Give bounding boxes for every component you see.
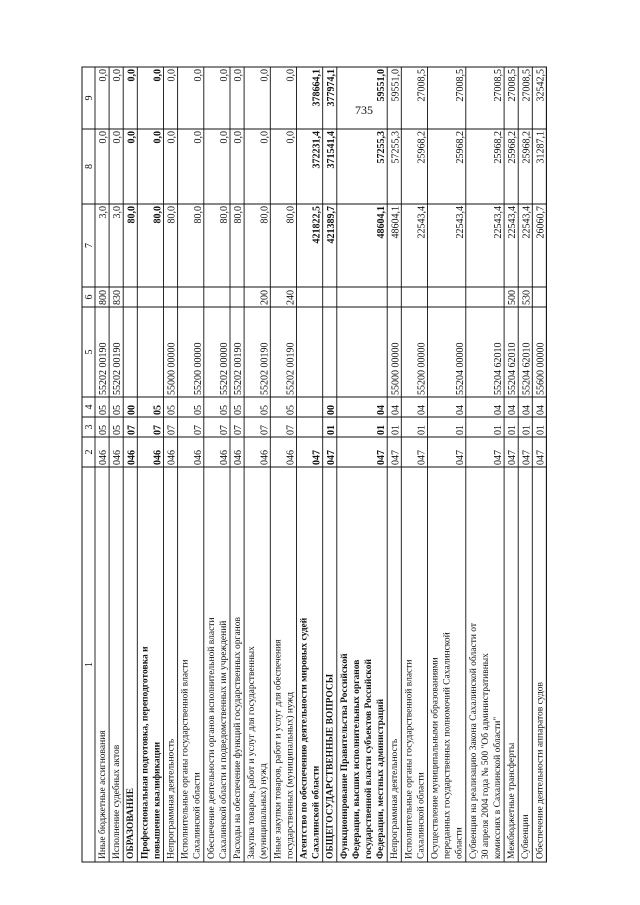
row-label: государственной власти субъектов Российской (364, 658, 374, 859)
table-row (299, 69, 323, 859)
cell-col-2: 046 (98, 450, 110, 465)
cell-col-7: 22543,4 (507, 206, 519, 239)
cell-col-2: 047 (311, 450, 323, 465)
row-label: Осуществление муниципальными образованиями (430, 657, 441, 859)
cell-col-9: 27008,5 (521, 69, 533, 102)
cell-col-2: 047 (416, 450, 428, 465)
cell-col-2: 047 (376, 450, 388, 465)
row-label: Межбюджетные трансферты (507, 742, 518, 859)
table-row (326, 69, 337, 859)
cell-col-8: 0,0 (98, 131, 110, 144)
cell-col-9: 0,0 (219, 69, 230, 82)
cell-col-3: 07 (166, 425, 178, 435)
row-label: Сахалинской области (311, 765, 322, 859)
row-label: повышение квалификации (152, 741, 163, 859)
table-body (82, 67, 546, 862)
cell-col-8: 0,0 (192, 131, 204, 144)
cell-col-9: 0,0 (166, 69, 178, 82)
row-label: переданных государственных полномочий Сахалинской (442, 632, 453, 859)
cell-col-3: 01 (416, 425, 428, 435)
row-label: Федерации, высших исполнительных органов (351, 659, 362, 859)
cell-col-2: 047 (325, 450, 337, 465)
cell-col-9: 378664,1 (311, 69, 323, 107)
cell-col-5: 55204 00000 (454, 342, 466, 395)
column-header-3: 3 (84, 424, 95, 430)
row-label: (муниципальных) нужд (259, 763, 270, 859)
cell-col-2: 046 (112, 450, 124, 465)
page-number: 735 (355, 103, 373, 117)
table-row (97, 69, 109, 859)
row-label: Сахалинской области (192, 772, 203, 859)
cell-col-3: 05 (112, 425, 124, 435)
cell-col-9: 27008,5 (507, 69, 519, 102)
cell-col-4: 05 (233, 405, 245, 415)
cell-col-7: 80,0 (152, 206, 164, 224)
cell-col-3: 01 (493, 425, 505, 435)
cell-col-9: 32542,5 (535, 69, 547, 102)
cell-col-7: 22543,4 (416, 206, 428, 239)
cell-col-4: 04 (493, 405, 505, 415)
row-label: Сахалинской области (416, 772, 427, 859)
cell-col-8: 0,0 (259, 131, 271, 144)
row-label: Агентство по обеспечению деятельности мировых судей (299, 617, 310, 859)
cell-col-5: 55600 00000 (535, 342, 547, 395)
row-label: Обеспечение деятельности органов исполнительной власти (206, 617, 217, 859)
cell-col-3: 01 (390, 425, 402, 435)
cell-col-7: 421822,5 (311, 206, 323, 244)
cell-col-4: 05 (219, 405, 230, 415)
column-header-5: 5 (84, 349, 95, 355)
cell-col-4: 04 (376, 405, 388, 415)
table-row (126, 69, 137, 859)
cell-col-4: 05 (285, 405, 297, 415)
row-label: Исполнительные органы государственной власти (404, 659, 415, 859)
cell-col-6: 800 (98, 290, 110, 305)
cell-col-8: 0,0 (166, 131, 178, 144)
cell-col-8: 0,0 (233, 131, 245, 144)
cell-col-7: 22543,4 (493, 206, 505, 239)
cell-col-3: 01 (521, 425, 533, 435)
cell-col-2: 047 (493, 450, 505, 465)
row-label: Обеспечение деятельности аппаратов судов (535, 682, 546, 859)
cell-col-4: 04 (535, 405, 547, 415)
column-header-1: 1 (84, 662, 95, 667)
cell-col-4: 04 (416, 405, 428, 415)
cell-col-2: 047 (390, 450, 402, 465)
cell-col-7: 22543,4 (454, 206, 466, 239)
cell-col-2: 046 (166, 450, 178, 465)
cell-col-7: 80,0 (166, 206, 178, 224)
table-row (111, 69, 123, 859)
table-row (390, 69, 401, 859)
column-header-6: 6 (84, 294, 95, 300)
cell-col-3: 07 (126, 425, 138, 435)
row-label: Непрограммная деятельность (390, 738, 401, 859)
cell-col-5: 55202 00190 (112, 342, 124, 395)
cell-col-4: 05 (192, 405, 204, 415)
cell-col-7: 22543,4 (521, 206, 533, 239)
row-label: Иные бюджетные ассигнования (98, 730, 108, 859)
row-label: 30 апреля 2004 года № 500 "Об административных (480, 653, 491, 859)
cell-col-2: 046 (219, 450, 230, 465)
column-header-8: 8 (84, 164, 95, 169)
cell-col-8: 31287,1 (535, 131, 547, 164)
cell-col-8: 0,0 (285, 131, 297, 144)
cell-col-8: 0,0 (126, 131, 138, 144)
column-header-4: 4 (84, 404, 95, 410)
cell-col-9: 0,0 (259, 69, 271, 82)
cell-col-9: 0,0 (285, 69, 297, 82)
cell-col-7: 80,0 (192, 206, 204, 224)
cell-col-8: 0,0 (112, 131, 124, 144)
cell-col-9: 27008,5 (416, 69, 428, 102)
table-row (534, 69, 546, 859)
cell-col-4: 05 (259, 405, 271, 415)
cell-col-8: 57255,3 (390, 131, 402, 164)
cell-col-8: 25968,2 (493, 131, 505, 164)
cell-col-4: 04 (521, 405, 533, 415)
cell-col-8: 372231,4 (311, 131, 323, 169)
cell-col-5: 55000 00000 (390, 342, 402, 395)
cell-col-3: 01 (535, 425, 547, 435)
table-row (246, 69, 270, 859)
cell-col-2: 046 (152, 450, 164, 465)
table-row (506, 69, 518, 859)
cell-col-4: 05 (98, 405, 110, 415)
cell-col-7: 80,0 (285, 206, 297, 224)
cell-col-4: 04 (507, 405, 519, 415)
cell-col-5: 55204 62010 (521, 342, 533, 395)
table-row (232, 69, 244, 859)
cell-col-6: 200 (259, 290, 271, 305)
row-label: Функционирование Правительства Российской (339, 653, 350, 859)
cell-col-4: 00 (325, 405, 337, 415)
cell-col-9: 59551,0 (390, 69, 402, 102)
cell-col-3: 01 (454, 425, 466, 435)
row-label: Федерации, местных администраций (376, 698, 387, 859)
cell-col-4: 05 (152, 405, 164, 415)
table-row (167, 69, 178, 859)
cell-col-6: 500 (507, 290, 519, 305)
cell-col-5: 55202 00190 (285, 342, 297, 395)
cell-col-9: 0,0 (152, 69, 164, 82)
cell-col-2: 046 (126, 450, 138, 465)
cell-col-3: 07 (192, 425, 204, 435)
cell-col-3: 05 (98, 425, 110, 435)
cell-col-3: 07 (233, 425, 245, 435)
cell-col-8: 25968,2 (521, 131, 533, 164)
table-row (272, 69, 296, 859)
cell-col-9: 27008,5 (493, 69, 505, 102)
cell-col-5: 55204 62010 (493, 342, 505, 395)
cell-col-3: 01 (376, 425, 388, 435)
cell-col-4: 05 (112, 405, 124, 415)
cell-col-8: 0,0 (152, 131, 164, 144)
table-row (520, 69, 532, 859)
cell-col-5: 55202 00190 (259, 342, 271, 395)
cell-col-4: 00 (126, 405, 138, 415)
cell-col-5: 55200 00000 (416, 342, 428, 395)
row-label: ОБРАЗОВАНИЕ (126, 788, 137, 859)
column-header-2: 2 (84, 449, 95, 455)
column-header-7: 7 (84, 243, 95, 248)
cell-col-9: 59551,0 (376, 69, 388, 102)
cell-col-8: 0,0 (219, 131, 230, 144)
cell-col-7: 48604,1 (376, 206, 388, 239)
cell-col-3: 07 (285, 425, 297, 435)
cell-col-9: 0,0 (233, 69, 245, 82)
cell-col-9: 0,0 (126, 69, 138, 82)
cell-col-3: 01 (325, 425, 337, 435)
cell-col-4: 04 (454, 405, 466, 415)
cell-col-8: 25968,2 (416, 131, 428, 164)
cell-col-3: 07 (152, 425, 164, 435)
cell-col-6: 830 (112, 290, 124, 305)
cell-col-2: 047 (535, 450, 547, 465)
cell-col-8: 25968,2 (507, 131, 519, 164)
cell-col-9: 0,0 (192, 69, 204, 82)
row-label: Сахалинской области и подведомственных им учреждений (218, 620, 229, 859)
row-label: Субвенции (521, 814, 532, 859)
row-label: Закупка товаров, работ и услуг для государственных (247, 646, 258, 859)
table-row (139, 69, 163, 859)
cell-col-5: 55202 00190 (233, 342, 245, 395)
cell-col-8: 25968,2 (454, 131, 466, 164)
cell-col-7: 48604,1 (390, 206, 402, 239)
cell-col-7: 421389,7 (325, 206, 337, 244)
row-label: Непрограммная деятельность (166, 738, 177, 859)
cell-col-2: 047 (507, 450, 519, 465)
table-row (468, 69, 504, 859)
cell-col-8: 371541,4 (325, 131, 337, 169)
cell-col-4: 05 (166, 405, 178, 415)
table-row (180, 69, 204, 859)
cell-col-5: 55202 00000 (219, 342, 230, 395)
cell-col-4: 04 (390, 405, 402, 415)
cell-col-5: 55204 62010 (507, 342, 519, 395)
table-row (339, 69, 387, 859)
cell-col-6: 240 (285, 290, 297, 305)
cell-col-5: 55202 00190 (98, 342, 110, 395)
cell-col-9: 0,0 (112, 69, 124, 82)
row-label: Исполнение судебных актов (112, 744, 123, 859)
row-label: Расходы на обеспечение функций государственных органов (233, 617, 243, 859)
cell-col-7: 80,0 (126, 206, 138, 224)
row-label: государственных (муниципальных) нужд (285, 692, 296, 859)
cell-col-7: 80,0 (233, 206, 245, 224)
row-label: Иные закупки товаров, работ и услуг для обеспечения (273, 639, 284, 859)
cell-col-3: 01 (507, 425, 519, 435)
table-row (430, 69, 466, 859)
cell-col-7: 3,0 (112, 206, 124, 219)
cell-col-5: 55200 00000 (192, 342, 204, 395)
row-label: Исполнительные органы государственной власти (180, 659, 191, 859)
cell-col-6: 530 (521, 290, 533, 305)
row-label: ОБЩЕГОСУДАРСТВЕННЫЕ ВОПРОСЫ (325, 673, 336, 859)
column-header-9: 9 (84, 95, 95, 101)
row-label: Субвенция на реализацию Закона Сахалинской области от (468, 622, 479, 859)
cell-col-9: 0,0 (98, 69, 110, 82)
cell-col-2: 046 (192, 450, 204, 465)
cell-col-2: 046 (233, 450, 245, 465)
cell-col-2: 046 (259, 450, 271, 465)
cell-col-5: 55000 00000 (166, 342, 178, 395)
table-row (206, 69, 230, 859)
cell-col-8: 57255,3 (376, 131, 388, 164)
row-label: Профессиональная подготовка, переподготовка и (140, 646, 151, 859)
cell-col-2: 047 (454, 450, 466, 465)
cell-col-3: 07 (259, 425, 271, 435)
cell-col-9: 377974,1 (325, 69, 337, 107)
cell-col-7: 3,0 (98, 206, 110, 219)
cell-col-3: 07 (219, 425, 230, 435)
cell-col-2: 046 (285, 450, 297, 465)
cell-col-7: 80,0 (259, 206, 271, 224)
row-label: области (454, 827, 465, 859)
cell-col-7: 26060,7 (535, 206, 547, 239)
cell-col-7: 80,0 (219, 206, 230, 224)
row-label: комиссиях в Сахалинской области" (493, 716, 503, 859)
cell-col-9: 27008,5 (454, 69, 466, 102)
cell-col-2: 047 (521, 450, 533, 465)
table-row (403, 69, 427, 859)
